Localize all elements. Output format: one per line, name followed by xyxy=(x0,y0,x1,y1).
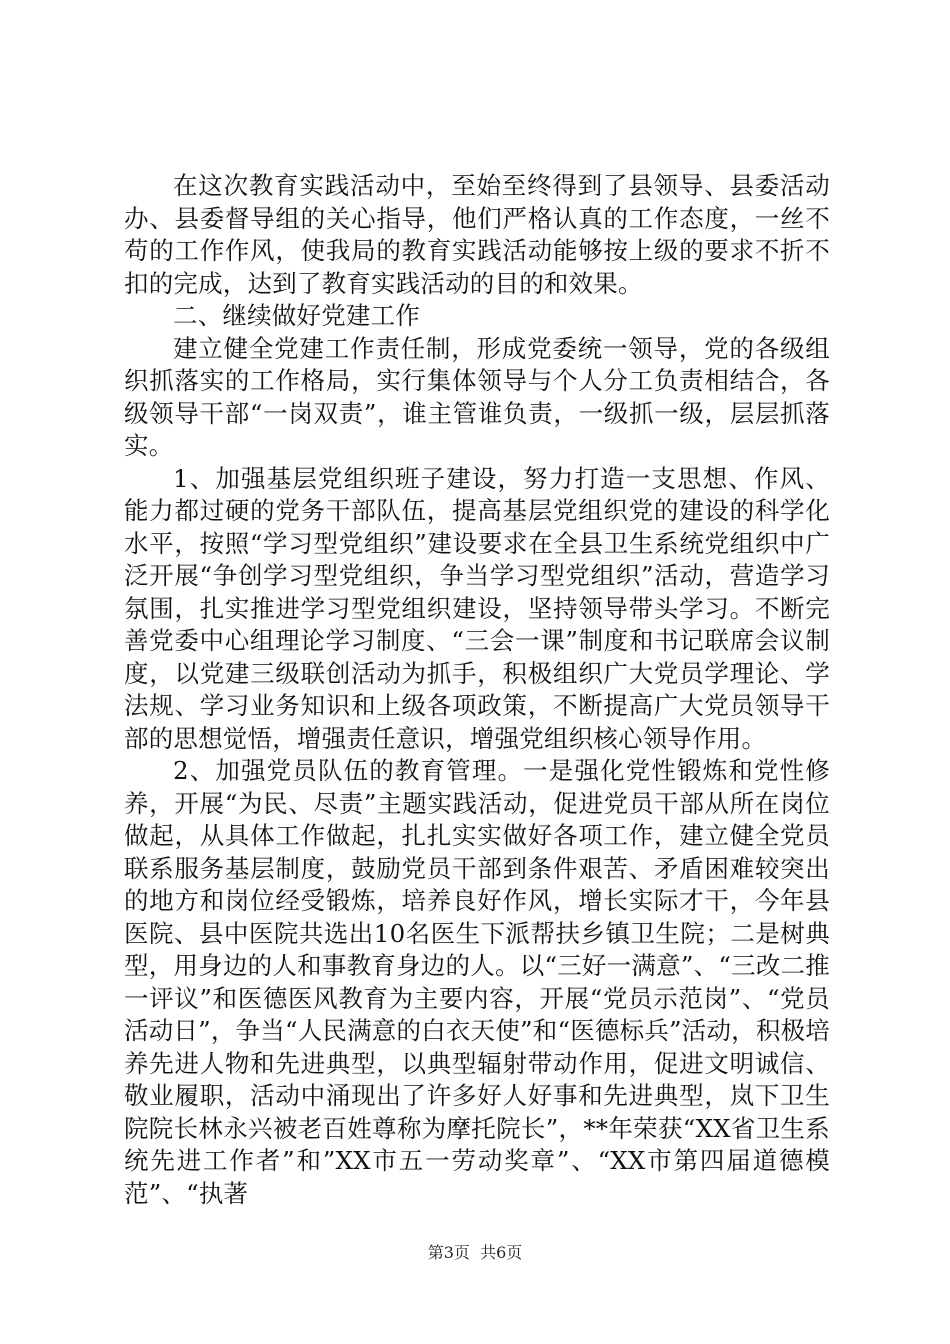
paragraph-responsibility-system: 建立健全党建工作责任制，形成党委统一领导，党的各级组织抓落实的工作格局，实行集体领导与个人分工负责相结合，各级领导干部“一岗双责”，谁主管谁负责，一级抓一级，层层抓落实。 xyxy=(124,333,830,460)
page-footer xyxy=(0,1243,950,1263)
paragraph-grassroots-organization: 1、加强基层党组织班子建设，努力打造一支思想、作风、能力都过硬的党务干部队伍，提高基层党组织党的建设的科学化水平，按照“学习型党组织”建设要求在全县卫生系统党组织中广泛开展“争创学习型党组织，争当学习型党组织”活动，营造学习氛围，扎实推进学习型党组织建设，坚持领导带头学习。不断完善党委中心组理论学习制度、“三会一课”制度和书记联席会议制度，以党建三级联创活动为抓手，积极组织广大党员学理论、学法规、学习业务知识和上级各项政策，不断提高广大党员领导干部的思想觉悟，增强责任意识，增强党组织核心领导作用。 xyxy=(124,463,830,753)
section-heading-party-building: 二、继续做好党建工作 xyxy=(173,301,420,330)
page-number-label: 第3页 共6页 xyxy=(427,1243,523,1262)
paragraph-member-education: 2、加强党员队伍的教育管理。一是强化党性锻炼和党性修养，开展“为民、尽责”主题实践活动，促进党员干部从所在岗位做起，从具体工作做起，扎扎实实做好各项工作，建立健全党员联系服务基层制度，鼓励党员干部到条件艰苦、矛盾困难较突出的地方和岗位经受锻炼，培养良好作风，增长实际才干，今年县医院、县中医院共选出10名医生下派帮扶乡镇卫生院；二是树典型，用身边的人和事教育身边的人。以“三好一满意”、“三改二推一评议”和医德医风教育为主要内容，开展“党员示范岗”、“党员活动日”，争当“人民满意的白衣天使”和“医德标兵”活动，积极培养先进人物和先进典型，以典型辐射带动作用，促进文明诚信、敬业履职，活动中涌现出了许多好人好事和先进典型，岚下卫生院院长林永兴被老百姓尊称为摩托院长”，**年荣获“XX省卫生系统先进工作者”和”XX市五一劳动奖章”、“XX市第四届道德模范”、“执著 xyxy=(124,756,830,1208)
document-body xyxy=(124,170,830,1210)
paragraph-activity-summary: 在这次教育实践活动中，至始至终得到了县领导、县委活动办、县委督导组的关心指导，他们严格认真的工作态度，一丝不苟的工作作风，使我局的教育实践活动能够按上级的要求不折不扣的完成，达到了教育实践活动的目的和效果。 xyxy=(124,171,830,298)
